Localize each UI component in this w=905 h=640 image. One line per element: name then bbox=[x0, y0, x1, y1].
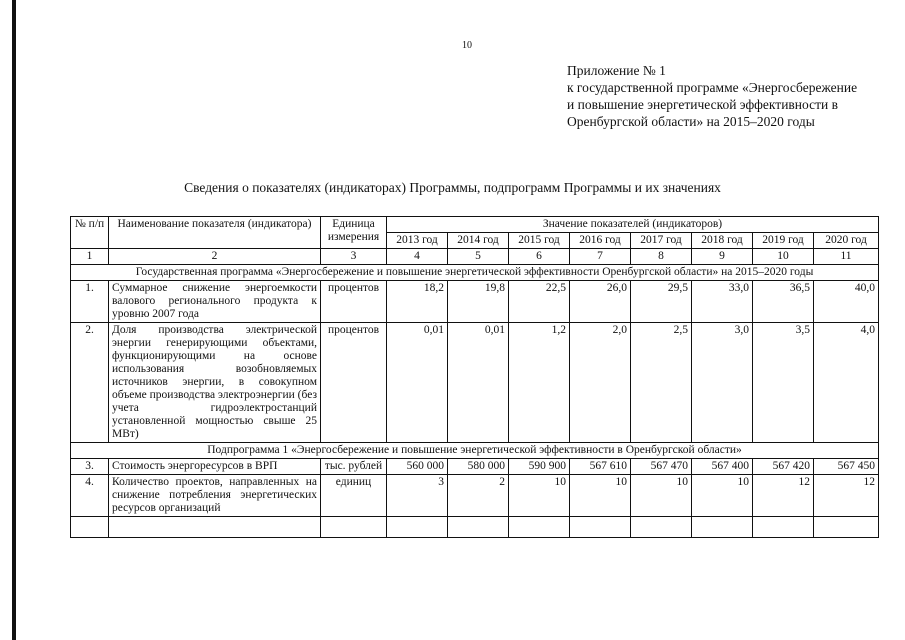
row-num: 1. bbox=[71, 281, 109, 323]
row-value: 2 bbox=[448, 475, 509, 517]
row-value: 4,0 bbox=[814, 323, 879, 443]
column-number: 4 bbox=[387, 249, 448, 265]
row-value: 3,0 bbox=[692, 323, 753, 443]
row-name: Количество проектов, направленных на снижение потребления энергетических ресурсов организаций bbox=[109, 475, 321, 517]
appendix-line: к государственной программе «Энергосбережение bbox=[567, 80, 858, 95]
row-value: 40,0 bbox=[814, 281, 879, 323]
column-number: 10 bbox=[753, 249, 814, 265]
row-value: 10 bbox=[692, 475, 753, 517]
row-value: 567 400 bbox=[692, 459, 753, 475]
row-value: 2,5 bbox=[631, 323, 692, 443]
column-number: 5 bbox=[448, 249, 509, 265]
row-value: 10 bbox=[631, 475, 692, 517]
row-num: 2. bbox=[71, 323, 109, 443]
row-value: 12 bbox=[753, 475, 814, 517]
row-value: 29,5 bbox=[631, 281, 692, 323]
table-row bbox=[71, 475, 879, 517]
section-title: Подпрограмма 1 «Энергосбережение и повышение энергетической эффективности в Оренбургской области» bbox=[71, 443, 879, 459]
row-value: 12 bbox=[814, 475, 879, 517]
row-num: 3. bbox=[71, 459, 109, 475]
header-year: 2015 год bbox=[509, 233, 570, 249]
row-value: 567 420 bbox=[753, 459, 814, 475]
table-row bbox=[71, 323, 879, 443]
row-unit: единиц bbox=[321, 475, 387, 517]
indicators-table bbox=[70, 216, 879, 538]
header-year: 2020 год bbox=[814, 233, 879, 249]
section-row-program bbox=[71, 265, 879, 281]
header-year: 2016 год bbox=[570, 233, 631, 249]
page-number: 10 bbox=[462, 40, 472, 51]
row-value: 10 bbox=[570, 475, 631, 517]
row-value: 2,0 bbox=[570, 323, 631, 443]
appendix-line: Приложение № 1 bbox=[567, 63, 666, 78]
column-number: 7 bbox=[570, 249, 631, 265]
row-value: 567 470 bbox=[631, 459, 692, 475]
row-value: 26,0 bbox=[570, 281, 631, 323]
section-row-subprogram bbox=[71, 443, 879, 459]
row-value: 567 450 bbox=[814, 459, 879, 475]
row-value: 1,2 bbox=[509, 323, 570, 443]
row-name: Суммарное снижение энергоемкости валового регионального продукта к уровню 2007 года bbox=[109, 281, 321, 323]
column-number: 9 bbox=[692, 249, 753, 265]
header-values-group: Значение показателей (индикаторов) bbox=[387, 217, 879, 233]
row-num: 4. bbox=[71, 475, 109, 517]
column-number: 2 bbox=[109, 249, 321, 265]
table-row bbox=[71, 281, 879, 323]
header-name: Наименование показателя (индикатора) bbox=[109, 217, 321, 249]
row-value: 19,8 bbox=[448, 281, 509, 323]
row-value: 560 000 bbox=[387, 459, 448, 475]
row-value: 0,01 bbox=[387, 323, 448, 443]
header-year: 2014 год bbox=[448, 233, 509, 249]
column-numbers-row bbox=[71, 249, 879, 265]
row-value: 10 bbox=[509, 475, 570, 517]
row-value: 3 bbox=[387, 475, 448, 517]
row-name: Доля производства электрической энергии генерирующими объектами, функционирующими на основе использования возобновляемых источников энергии, в совокупном объеме производства электроэнергии (без учета гидроэлектростанций установленной мощностью свыше 25 МВт) bbox=[109, 323, 321, 443]
row-unit: процентов bbox=[321, 323, 387, 443]
column-number: 1 bbox=[71, 249, 109, 265]
header-unit: Единица измерения bbox=[321, 217, 387, 249]
header-year: 2013 год bbox=[387, 233, 448, 249]
header-year: 2018 год bbox=[692, 233, 753, 249]
row-value: 0,01 bbox=[448, 323, 509, 443]
appendix-line: и повышение энергетической эффективности в bbox=[567, 97, 838, 112]
row-name: Стоимость энергоресурсов в ВРП bbox=[109, 459, 321, 475]
row-value: 580 000 bbox=[448, 459, 509, 475]
binding-edge-line bbox=[12, 0, 16, 640]
row-unit: тыс. рублей bbox=[321, 459, 387, 475]
row-value: 567 610 bbox=[570, 459, 631, 475]
table-continuation-row bbox=[71, 517, 879, 538]
appendix-line: Оренбургской области» на 2015–2020 годы bbox=[567, 114, 815, 129]
table-row bbox=[71, 459, 879, 475]
column-number: 11 bbox=[814, 249, 879, 265]
row-value: 36,5 bbox=[753, 281, 814, 323]
column-number: 8 bbox=[631, 249, 692, 265]
row-value: 3,5 bbox=[753, 323, 814, 443]
row-value: 590 900 bbox=[509, 459, 570, 475]
header-num: № п/п bbox=[71, 217, 109, 249]
column-number: 6 bbox=[509, 249, 570, 265]
header-year: 2019 год bbox=[753, 233, 814, 249]
row-value: 22,5 bbox=[509, 281, 570, 323]
appendix-caption bbox=[567, 62, 897, 130]
column-number: 3 bbox=[321, 249, 387, 265]
row-unit: процентов bbox=[321, 281, 387, 323]
section-title: Государственная программа «Энергосбережение и повышение энергетической эффективности Оренбургской области» на 2015–2020 годы bbox=[71, 265, 879, 281]
document-title: Сведения о показателях (индикаторах) Программы, подпрограмм Программы и их значениях bbox=[184, 180, 721, 195]
row-value: 33,0 bbox=[692, 281, 753, 323]
row-value: 18,2 bbox=[387, 281, 448, 323]
header-year: 2017 год bbox=[631, 233, 692, 249]
table-header-row bbox=[71, 217, 879, 233]
